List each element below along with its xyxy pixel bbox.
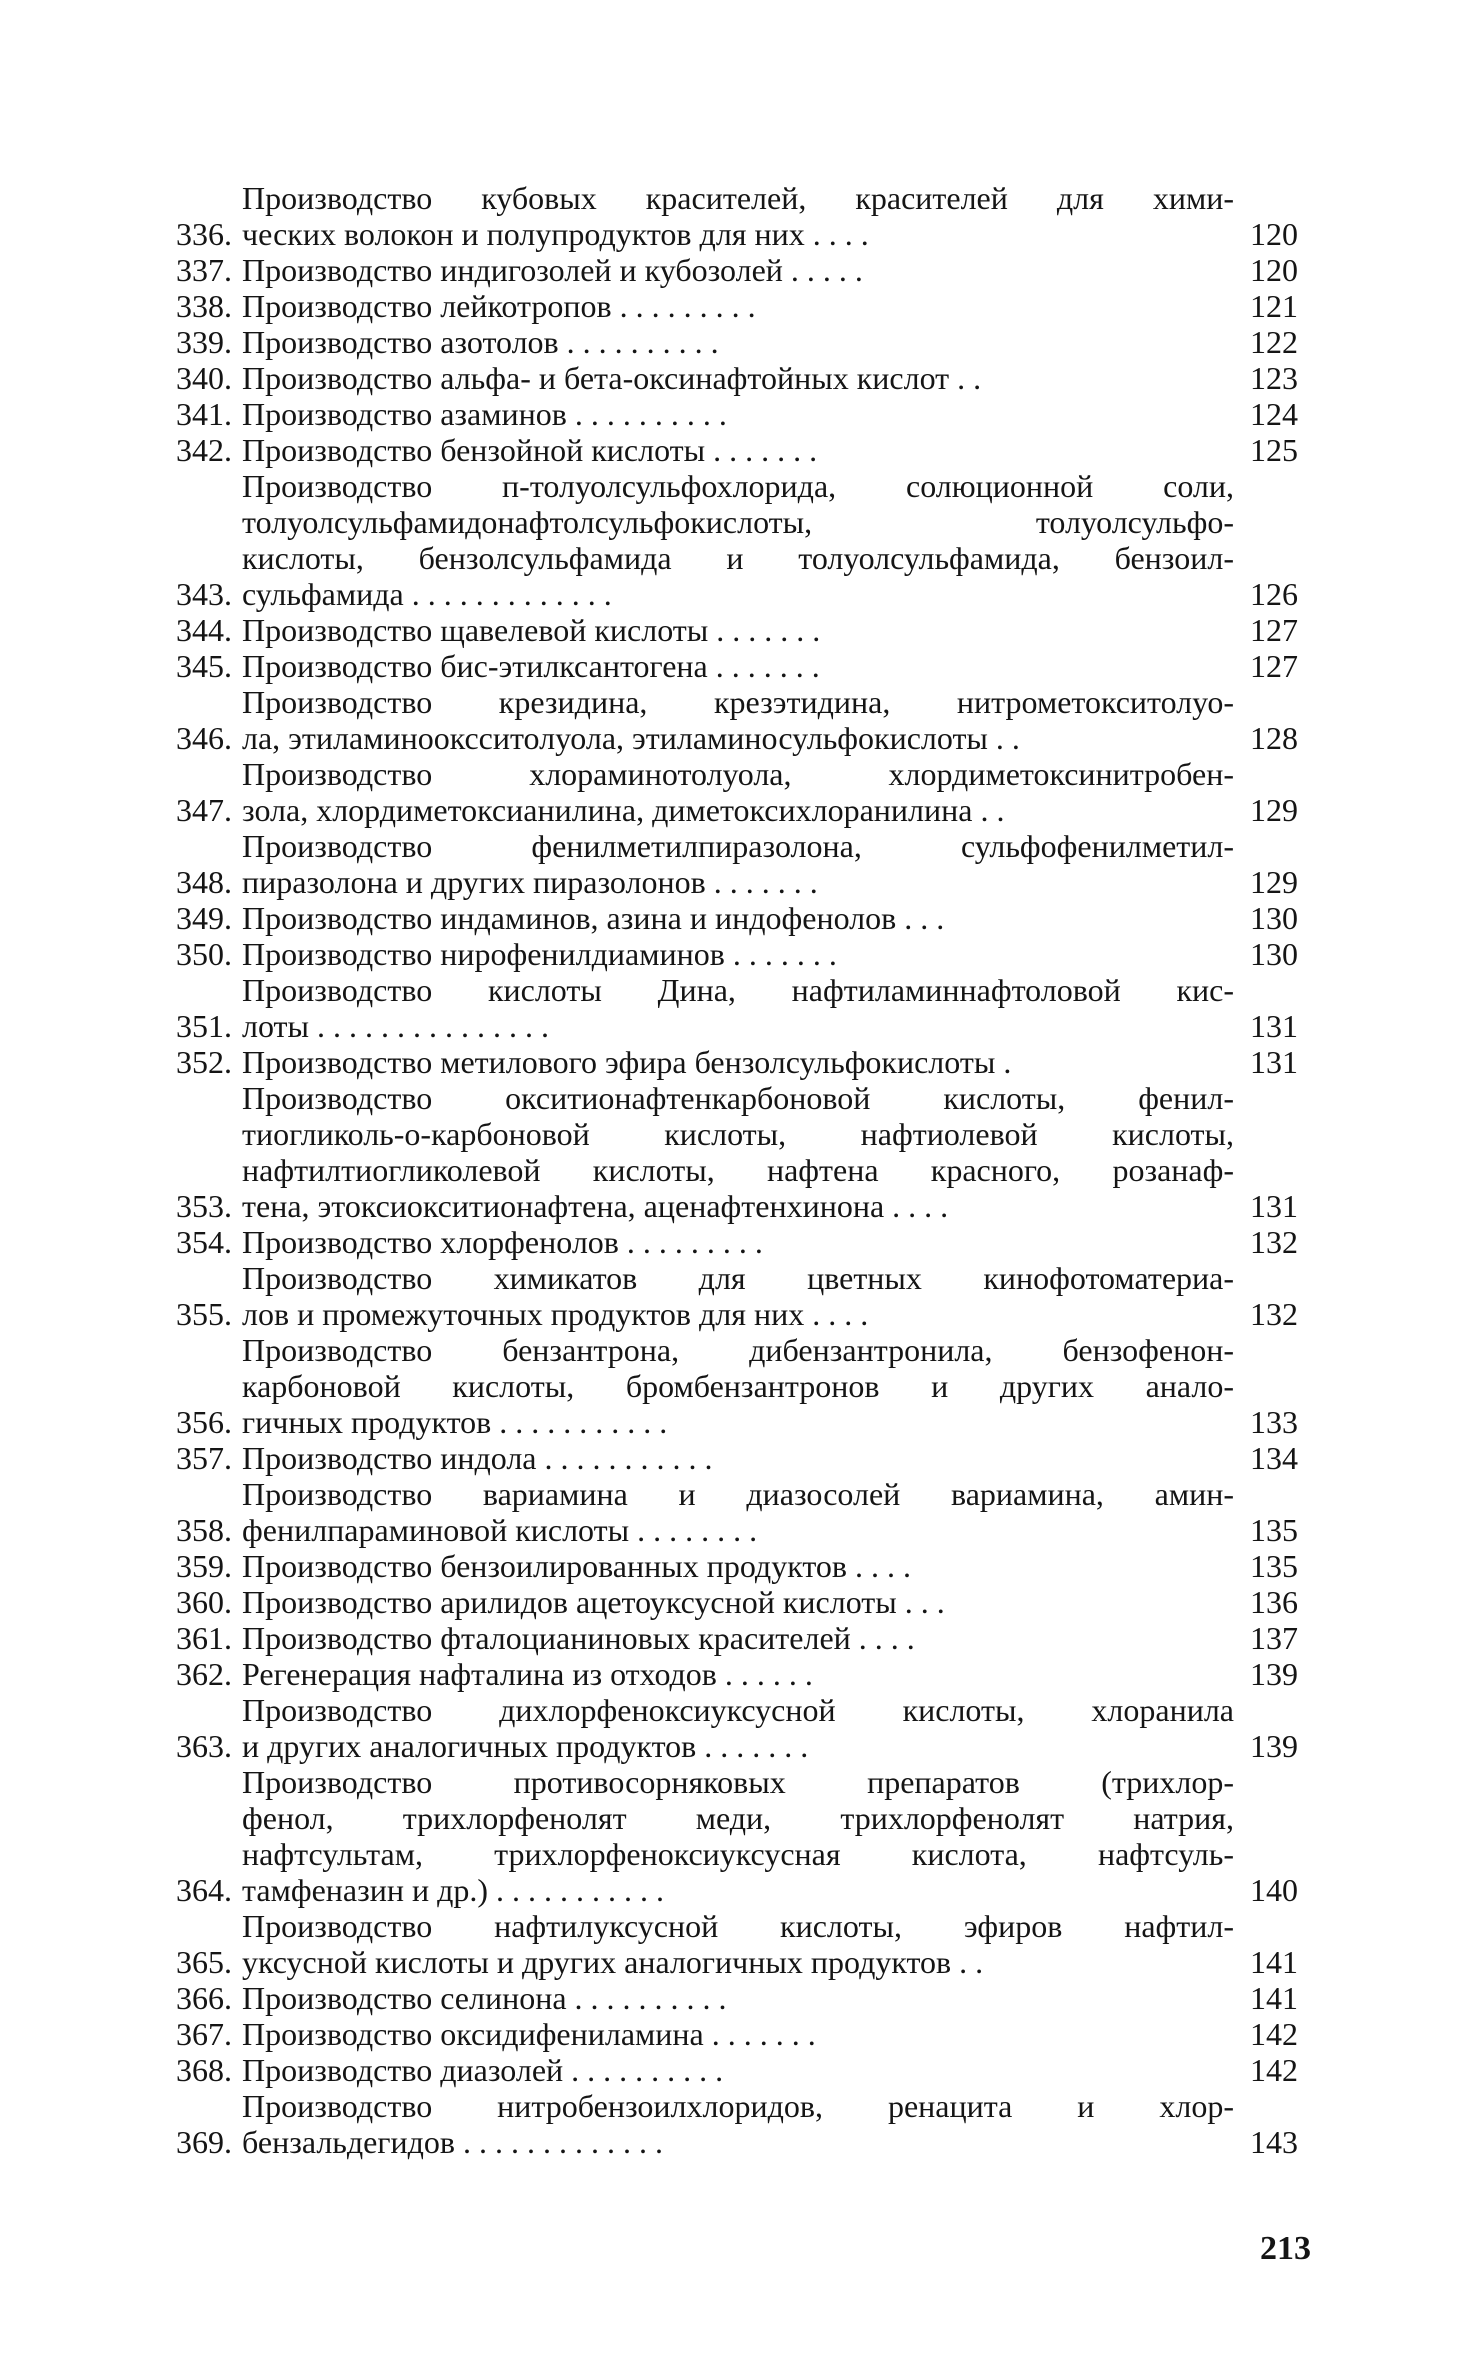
entry-number: 346. — [176, 720, 232, 756]
entry-number: 362. — [176, 1656, 232, 1692]
entry-title-line: лоты . . . . . . . . . . . . . . . — [242, 1008, 550, 1044]
entry-title-line: Производство оксидифениламина . . . . . . . — [242, 2016, 816, 2052]
entry-title-line: Регенерация нафталина из отходов . . . . . . — [242, 1656, 813, 1692]
entry-page-number: 131 — [1250, 1188, 1298, 1224]
entry-title-line: Производство хлорфенолов . . . . . . . . . — [242, 1224, 763, 1260]
entry-title-line: Производство бис-этилксантогена . . . . . . . — [242, 648, 820, 684]
toc-entry — [148, 936, 1298, 972]
entry-title — [232, 360, 1234, 396]
entry-page-number: 130 — [1250, 936, 1298, 972]
toc-entry — [148, 288, 1298, 324]
entry-title-line: Производство дихлорфеноксиуксусной кислоты, хлоранила — [242, 1692, 1234, 1728]
entry-title-line: бензальдегидов . . . . . . . . . . . . . — [242, 2124, 663, 2160]
entry-page-number: 131 — [1250, 1008, 1298, 1044]
toc-entry — [148, 612, 1298, 648]
entry-title-line: фенилпараминовой кислоты . . . . . . . . — [242, 1512, 758, 1548]
entry-title-line: тиогликоль-о-карбоновой кислоты, нафтиолевой кислоты, — [242, 1116, 1234, 1152]
entry-number: 339. — [176, 324, 232, 360]
entry-title — [232, 1656, 1234, 1692]
entry-number: 340. — [176, 360, 232, 396]
toc-entry — [148, 468, 1298, 612]
entry-title-line: Производство бензойной кислоты . . . . . . . — [242, 432, 818, 468]
entry-title — [232, 936, 1234, 972]
entry-page-number: 129 — [1250, 864, 1298, 900]
entry-title-line: уксусной кислоты и других аналогичных продуктов . . — [242, 1944, 984, 1980]
entry-number: 348. — [176, 864, 232, 900]
toc-entry — [148, 180, 1298, 252]
entry-title-line: Производство индигозолей и кубозолей . . . . . — [242, 252, 863, 288]
entry-number: 366. — [176, 1980, 232, 2016]
toc-entry — [148, 1584, 1298, 1620]
entry-page-number: 134 — [1250, 1440, 1298, 1476]
entry-title-line: Производство кубовых красителей, красителей для хими- — [242, 180, 1234, 216]
entry-number: 355. — [176, 1296, 232, 1332]
toc-entry — [148, 2016, 1298, 2052]
entry-title — [232, 432, 1234, 468]
entry-page-number: 133 — [1250, 1404, 1298, 1440]
entry-page-number: 142 — [1250, 2052, 1298, 2088]
entry-page-number: 120 — [1250, 252, 1298, 288]
entry-number: 356. — [176, 1404, 232, 1440]
toc-entry — [148, 360, 1298, 396]
entry-title-line: зола, хлордиметоксианилина, диметоксихлоранилина . . — [242, 792, 1005, 828]
entry-title-line: Производство фенилметилпиразолона, сульфофенилметил- — [242, 828, 1234, 864]
entry-title-line: Производство диазолей . . . . . . . . . . — [242, 2052, 724, 2088]
entry-number: 343. — [176, 576, 232, 612]
entry-number: 369. — [176, 2124, 232, 2160]
entry-page-number: 127 — [1250, 612, 1298, 648]
entry-title-line: Производство нафтилуксусной кислоты, эфиров нафтил- — [242, 1908, 1234, 1944]
toc-entry — [148, 2088, 1298, 2160]
entry-page-number: 127 — [1250, 648, 1298, 684]
entry-page-number: 120 — [1250, 216, 1298, 252]
toc-entry — [148, 1656, 1298, 1692]
entry-page-number: 121 — [1250, 288, 1298, 324]
entry-number: 361. — [176, 1620, 232, 1656]
entry-title — [232, 1548, 1234, 1584]
toc-entry — [148, 648, 1298, 684]
entry-number: 352. — [176, 1044, 232, 1080]
entry-number: 349. — [176, 900, 232, 936]
entry-page-number: 136 — [1250, 1584, 1298, 1620]
entry-page-number: 128 — [1250, 720, 1298, 756]
toc-entry — [148, 1440, 1298, 1476]
entry-number: 350. — [176, 936, 232, 972]
entry-title-line: нафтсультам, трихлорфеноксиуксусная кислота, нафтсуль- — [242, 1836, 1234, 1872]
entry-title-line: сульфамида . . . . . . . . . . . . . — [242, 576, 612, 612]
toc-entry — [148, 1620, 1298, 1656]
entry-page-number: 122 — [1250, 324, 1298, 360]
entry-page-number: 139 — [1250, 1656, 1298, 1692]
entry-title — [232, 1692, 1234, 1764]
entry-title-line: лов и промежуточных продуктов для них . . . . — [242, 1296, 869, 1332]
entry-title — [232, 1044, 1234, 1080]
entry-page-number: 132 — [1250, 1224, 1298, 1260]
entry-number: 347. — [176, 792, 232, 828]
toc-entry — [148, 756, 1298, 828]
entry-page-number: 142 — [1250, 2016, 1298, 2052]
toc-entry — [148, 1980, 1298, 2016]
entry-number: 359. — [176, 1548, 232, 1584]
entry-page-number: 135 — [1250, 1548, 1298, 1584]
entry-page-number: 140 — [1250, 1872, 1298, 1908]
entry-page-number: 143 — [1250, 2124, 1298, 2160]
entry-title-line: Производство окситионафтенкарбоновой кислоты, фенил- — [242, 1080, 1234, 1116]
entry-title-line: Производство нирофенилдиаминов . . . . . . . — [242, 936, 837, 972]
entry-number: 368. — [176, 2052, 232, 2088]
entry-title-line: пиразолона и других пиразолонов . . . . . . . — [242, 864, 818, 900]
entry-number: 353. — [176, 1188, 232, 1224]
entry-page-number: 139 — [1250, 1728, 1298, 1764]
entry-title — [232, 288, 1234, 324]
toc-entry — [148, 2052, 1298, 2088]
toc-entry — [148, 1764, 1298, 1908]
entry-title — [232, 1584, 1234, 1620]
entry-page-number: 126 — [1250, 576, 1298, 612]
toc-entry — [148, 396, 1298, 432]
entry-number: 354. — [176, 1224, 232, 1260]
entry-title — [232, 1908, 1234, 1980]
entry-number: 365. — [176, 1944, 232, 1980]
toc-entry — [148, 1044, 1298, 1080]
entry-title-line: Производство селинона . . . . . . . . . . — [242, 1980, 727, 2016]
entry-title — [232, 180, 1234, 252]
entry-page-number: 124 — [1250, 396, 1298, 432]
table-of-contents — [148, 180, 1298, 2160]
entry-page-number: 137 — [1250, 1620, 1298, 1656]
page-number: 213 — [1260, 2230, 1311, 2267]
entry-title — [232, 1764, 1234, 1908]
entry-title — [232, 1440, 1234, 1476]
entry-title-line: Производство противосорняковых препаратов (трихлор- — [242, 1764, 1234, 1800]
entry-title-line: толуолсульфамидонафтолсульфокислоты, толуолсульфо- — [242, 504, 1234, 540]
entry-title-line: Производство азотолов . . . . . . . . . . — [242, 324, 719, 360]
entry-number: 345. — [176, 648, 232, 684]
entry-title-line: фенол, трихлорфенолят меди, трихлорфенолят натрия, — [242, 1800, 1234, 1836]
entry-number: 357. — [176, 1440, 232, 1476]
entry-number: 337. — [176, 252, 232, 288]
entry-title — [232, 2088, 1234, 2160]
toc-entry — [148, 828, 1298, 900]
entry-title-line: тамфеназин и др.) . . . . . . . . . . . — [242, 1872, 665, 1908]
entry-number: 358. — [176, 1512, 232, 1548]
entry-number: 367. — [176, 2016, 232, 2052]
entry-title — [232, 1080, 1234, 1224]
toc-entry — [148, 1908, 1298, 1980]
entry-title-line: Производство вариамина и диазосолей вариамина, амин- — [242, 1476, 1234, 1512]
entry-title — [232, 756, 1234, 828]
entry-title — [232, 1332, 1234, 1440]
entry-title — [232, 684, 1234, 756]
entry-title-line: Производство фталоцианиновых красителей . . . . — [242, 1620, 915, 1656]
entry-page-number: 132 — [1250, 1296, 1298, 1332]
entry-number: 342. — [176, 432, 232, 468]
entry-title-line: Производство химикатов для цветных кинофотоматериа- — [242, 1260, 1234, 1296]
entry-title — [232, 900, 1234, 936]
entry-title-line: Производство индола . . . . . . . . . . . — [242, 1440, 713, 1476]
entry-title-line: Производство кислоты Дина, нафтиламиннафтоловой кис- — [242, 972, 1234, 1008]
entry-title-line: Производство бензоилированных продуктов . . . . — [242, 1548, 911, 1584]
entry-title — [232, 324, 1234, 360]
entry-title — [232, 468, 1234, 612]
entry-title — [232, 1476, 1234, 1548]
toc-entry — [148, 1332, 1298, 1440]
entry-title-line: Производство п-толуолсульфохлорида, солюционной соли, — [242, 468, 1234, 504]
entry-number: 364. — [176, 1872, 232, 1908]
entry-title-line: Производство нитробензоилхлоридов, ренацита и хлор- — [242, 2088, 1234, 2124]
entry-title-line: нафтилтиогликолевой кислоты, нафтена красного, розанаф- — [242, 1152, 1234, 1188]
toc-entry — [148, 900, 1298, 936]
entry-number: 338. — [176, 288, 232, 324]
entry-page-number: 131 — [1250, 1044, 1298, 1080]
entry-page-number: 141 — [1250, 1944, 1298, 1980]
entry-title — [232, 648, 1234, 684]
entry-page-number: 135 — [1250, 1512, 1298, 1548]
entry-title-line: ла, этиламинооксситолуола, этиламиносульфокислоты . . — [242, 720, 1020, 756]
entry-title — [232, 396, 1234, 432]
entry-title — [232, 1620, 1234, 1656]
entry-title-line: кислоты, бензолсульфамида и толуолсульфамида, бензоил- — [242, 540, 1234, 576]
toc-entry — [148, 324, 1298, 360]
entry-title-line: Производство метилового эфира бензолсульфокислоты . — [242, 1044, 1012, 1080]
entry-title — [232, 2016, 1234, 2052]
entry-title — [232, 2052, 1234, 2088]
entry-number: 360. — [176, 1584, 232, 1620]
toc-entry — [148, 1260, 1298, 1332]
toc-entry — [148, 1080, 1298, 1224]
toc-entry — [148, 1224, 1298, 1260]
entry-title-line: гичных продуктов . . . . . . . . . . . — [242, 1404, 668, 1440]
toc-entry — [148, 972, 1298, 1044]
entry-title-line: Производство хлораминотолуола, хлордиметоксинитробен- — [242, 756, 1234, 792]
toc-entry — [148, 684, 1298, 756]
toc-entry — [148, 1548, 1298, 1584]
entry-title-line: Производство азаминов . . . . . . . . . . — [242, 396, 727, 432]
toc-entry — [148, 1692, 1298, 1764]
entry-title-line: тена, этоксиокситионафтена, аценафтенхинона . . . . — [242, 1188, 949, 1224]
entry-number: 344. — [176, 612, 232, 648]
entry-number: 336. — [176, 216, 232, 252]
entry-number: 363. — [176, 1728, 232, 1764]
entry-title — [232, 1260, 1234, 1332]
entry-page-number: 141 — [1250, 1980, 1298, 2016]
entry-title-line: Производство крезидина, крезэтидина, нитрометокситолуо- — [242, 684, 1234, 720]
entry-number: 341. — [176, 396, 232, 432]
entry-page-number: 123 — [1250, 360, 1298, 396]
entry-title-line: карбоновой кислоты, бромбензантронов и других анало- — [242, 1368, 1234, 1404]
entry-title — [232, 972, 1234, 1044]
entry-title-line: Производство щавелевой кислоты . . . . . . . — [242, 612, 821, 648]
entry-title-line: Производство альфа- и бета-оксинафтойных кислот . . — [242, 360, 982, 396]
entry-title-line: Производство бензантрона, дибензантронила, бензофенон- — [242, 1332, 1234, 1368]
entry-title — [232, 1224, 1234, 1260]
toc-entry — [148, 1476, 1298, 1548]
entry-title-line: Производство лейкотропов . . . . . . . . . — [242, 288, 756, 324]
entry-page-number: 125 — [1250, 432, 1298, 468]
entry-title — [232, 1980, 1234, 2016]
toc-entry — [148, 252, 1298, 288]
toc-entry — [148, 432, 1298, 468]
entry-title-line: и других аналогичных продуктов . . . . . . . — [242, 1728, 809, 1764]
entry-title — [232, 612, 1234, 648]
entry-page-number: 130 — [1250, 900, 1298, 936]
entry-number: 351. — [176, 1008, 232, 1044]
entry-page-number: 129 — [1250, 792, 1298, 828]
entry-title — [232, 828, 1234, 900]
entry-title-line: ческих волокон и полупродуктов для них . . . . — [242, 216, 869, 252]
entry-title — [232, 252, 1234, 288]
entry-title-line: Производство арилидов ацетоуксусной кислоты . . . — [242, 1584, 945, 1620]
entry-title-line: Производство индаминов, азина и индофенолов . . . — [242, 900, 945, 936]
